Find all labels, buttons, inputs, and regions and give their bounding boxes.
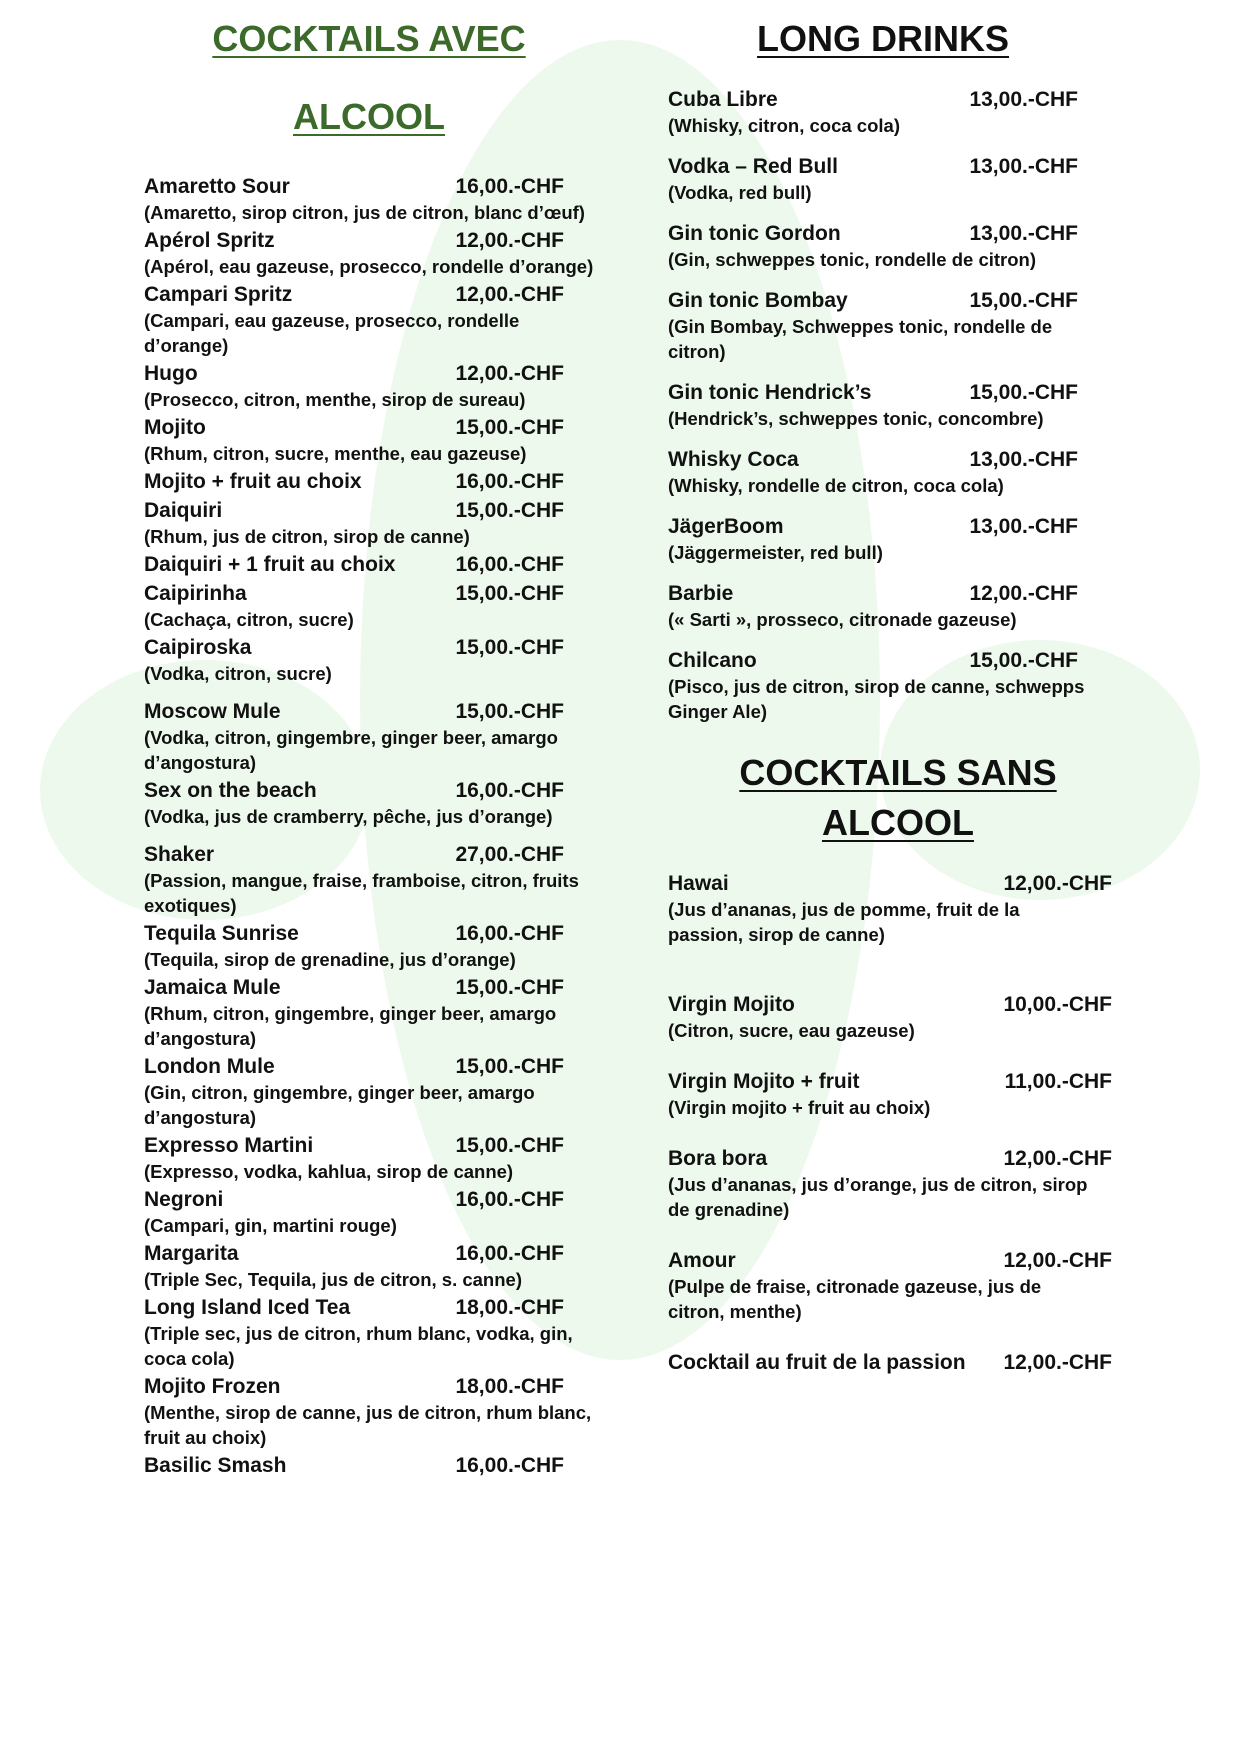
item-description: (Vodka, citron, gingembre, ginger beer, amargo d’angostura) [144, 727, 558, 773]
menu-item [144, 580, 594, 632]
section-title: LONG DRINKS [757, 18, 1009, 59]
item-price: 15,00.-CHF [455, 499, 564, 522]
item-description: (« Sarti », prosseco, citronade gazeuse) [668, 609, 1017, 630]
item-description: (Whisky, citron, coca cola) [668, 115, 900, 136]
item-price: 15,00.-CHF [969, 289, 1078, 312]
item-price: 13,00.-CHF [969, 155, 1078, 178]
item-name: Margarita [144, 1242, 239, 1265]
item-name: Gin tonic Bombay [668, 289, 848, 312]
item-description: (Gin, citron, gingembre, ginger beer, amargo d’angostura) [144, 1082, 535, 1128]
item-price: 13,00.-CHF [969, 448, 1078, 471]
item-price: 15,00.-CHF [455, 1055, 564, 1078]
item-name: JägerBoom [668, 515, 784, 538]
menu-item [668, 991, 1112, 1043]
item-description: (Campari, gin, martini rouge) [144, 1215, 397, 1236]
item-price: 15,00.-CHF [455, 1134, 564, 1157]
menu-item [668, 153, 1098, 205]
item-description: (Amaretto, sirop citron, jus de citron, blanc d’œuf) [144, 202, 585, 223]
section-title: COCKTAILS SANS ALCOOL [739, 752, 1057, 843]
item-name: Mojito + fruit au choix [144, 470, 362, 493]
item-name: Whisky Coca [668, 448, 799, 471]
menu-item [144, 1452, 594, 1479]
item-price: 12,00.-CHF [969, 582, 1078, 605]
item-name: Amaretto Sour [144, 175, 290, 198]
item-price: 16,00.-CHF [455, 1454, 564, 1477]
item-name: Mojito Frozen [144, 1375, 281, 1398]
item-name: Gin tonic Gordon [668, 222, 841, 245]
menu-item [668, 1068, 1112, 1120]
menu-item [144, 1186, 594, 1238]
item-price: 15,00.-CHF [969, 381, 1078, 404]
item-name: Daiquiri [144, 499, 223, 522]
item-description: (Jus d’ananas, jus de pomme, fruit de la passion, sirop de canne) [668, 899, 1020, 945]
item-price: 15,00.-CHF [969, 649, 1078, 672]
item-price: 12,00.-CHF [455, 229, 564, 252]
menu-list [144, 173, 594, 1479]
item-name: Basilic Smash [144, 1454, 287, 1477]
item-description: (Passion, mangue, fraise, framboise, citron, fruits exotiques) [144, 870, 579, 916]
item-name: Barbie [668, 582, 734, 605]
item-name: Moscow Mule [144, 700, 281, 723]
item-name: Expresso Martini [144, 1134, 314, 1157]
item-price: 18,00.-CHF [455, 1296, 564, 1319]
item-price: 16,00.-CHF [455, 470, 564, 493]
item-description: (Campari, eau gazeuse, prosecco, rondelle d’orange) [144, 310, 520, 356]
menu-list [668, 870, 1112, 1376]
menu-item [668, 287, 1098, 364]
menu-item [668, 647, 1098, 724]
item-description: (Whisky, rondelle de citron, coca cola) [668, 475, 1004, 496]
item-description: (Citron, sucre, eau gazeuse) [668, 1020, 915, 1041]
menu-item [144, 414, 594, 466]
item-name: Cocktail au fruit de la passion [668, 1351, 966, 1374]
item-description: (Jäggermeister, red bull) [668, 542, 883, 563]
item-price: 13,00.-CHF [969, 88, 1078, 111]
menu-item [144, 1240, 594, 1292]
item-name: Virgin Mojito + fruit [668, 1070, 860, 1093]
menu-item [668, 86, 1098, 138]
item-name: Long Island Iced Tea [144, 1296, 351, 1319]
item-price: 13,00.-CHF [969, 515, 1078, 538]
item-description: (Jus d’ananas, jus d’orange, jus de citron, sirop de grenadine) [668, 1174, 1088, 1220]
menu-item [144, 841, 594, 918]
menu-item [144, 227, 594, 279]
item-price: 12,00.-CHF [1003, 1351, 1112, 1374]
item-price: 16,00.-CHF [455, 553, 564, 576]
item-name: Shaker [144, 843, 215, 866]
item-name: Chilcano [668, 649, 757, 672]
menu-item [144, 281, 594, 358]
item-name: Caipirinha [144, 582, 247, 605]
item-price: 11,00.-CHF [1004, 1070, 1112, 1093]
item-description: (Expresso, vodka, kahlua, sirop de canne) [144, 1161, 514, 1182]
item-name: London Mule [144, 1055, 275, 1078]
item-description: (Vodka, jus de cramberry, pêche, jus d’orange) [144, 806, 553, 827]
item-name: Daiquiri + 1 fruit au choix [144, 553, 396, 576]
menu-item [668, 1247, 1112, 1324]
item-name: Jamaica Mule [144, 976, 281, 999]
item-price: 27,00.-CHF [455, 843, 564, 866]
menu-item [144, 1373, 594, 1450]
item-description: (Virgin mojito + fruit au choix) [668, 1097, 931, 1118]
item-description: (Menthe, sirop de canne, jus de citron, rhum blanc, fruit au choix) [144, 1402, 592, 1448]
menu-item [668, 446, 1098, 498]
item-name: Campari Spritz [144, 283, 293, 306]
item-price: 16,00.-CHF [455, 175, 564, 198]
menu-item [144, 920, 594, 972]
item-name: Hugo [144, 362, 198, 385]
left-column [144, 14, 594, 1481]
menu-item [668, 379, 1098, 431]
menu-item [144, 777, 594, 829]
item-price: 12,00.-CHF [1003, 1249, 1112, 1272]
right-column [668, 14, 1112, 1401]
item-price: 16,00.-CHF [455, 1188, 564, 1211]
item-name: Hawai [668, 872, 729, 895]
item-price: 12,00.-CHF [1003, 872, 1112, 895]
item-description: (Cachaça, citron, sucre) [144, 609, 354, 630]
item-price: 15,00.-CHF [455, 636, 564, 659]
menu-item [144, 173, 594, 225]
item-price: 18,00.-CHF [455, 1375, 564, 1398]
menu-item [144, 551, 594, 578]
menu-item [144, 698, 594, 775]
menu-item [668, 513, 1098, 565]
item-description: (Triple sec, jus de citron, rhum blanc, vodka, gin, coca cola) [144, 1323, 573, 1369]
menu-item [144, 1132, 594, 1184]
item-name: Tequila Sunrise [144, 922, 299, 945]
item-description: (Gin, schweppes tonic, rondelle de citron) [668, 249, 1036, 270]
item-name: Apérol Spritz [144, 229, 275, 252]
item-price: 15,00.-CHF [455, 976, 564, 999]
item-price: 12,00.-CHF [1003, 1147, 1112, 1170]
item-price: 12,00.-CHF [455, 362, 564, 385]
menu-item [144, 468, 594, 495]
menu-item [668, 1145, 1112, 1222]
menu-item [668, 220, 1098, 272]
menu-item [144, 497, 594, 549]
item-price: 16,00.-CHF [455, 922, 564, 945]
section-title: COCKTAILS AVEC [212, 18, 526, 59]
item-description: (Apérol, eau gazeuse, prosecco, rondelle d’orange) [144, 256, 594, 277]
menu-item [144, 360, 594, 412]
item-name: Sex on the beach [144, 779, 317, 802]
item-price: 13,00.-CHF [969, 222, 1078, 245]
menu-item [668, 1349, 1112, 1376]
item-description: (Vodka, red bull) [668, 182, 812, 203]
item-price: 10,00.-CHF [1003, 993, 1112, 1016]
menu-list [668, 86, 1098, 724]
item-description: (Pisco, jus de citron, sirop de canne, schwepps Ginger Ale) [668, 676, 1085, 722]
item-price: 15,00.-CHF [455, 700, 564, 723]
item-price: 12,00.-CHF [455, 283, 564, 306]
item-name: Cuba Libre [668, 88, 778, 111]
item-description: (Pulpe de fraise, citronade gazeuse, jus de citron, menthe) [668, 1276, 1042, 1322]
menu-item [668, 870, 1112, 947]
item-price: 16,00.-CHF [455, 1242, 564, 1265]
section-title: ALCOOL [293, 96, 445, 137]
item-price: 16,00.-CHF [455, 779, 564, 802]
item-description: (Rhum, citron, sucre, menthe, eau gazeuse) [144, 443, 527, 464]
item-price: 15,00.-CHF [455, 416, 564, 439]
item-description: (Triple Sec, Tequila, jus de citron, s. canne) [144, 1269, 522, 1290]
item-name: Amour [668, 1249, 736, 1272]
item-price: 15,00.-CHF [455, 582, 564, 605]
item-description: (Vodka, citron, sucre) [144, 663, 332, 684]
item-name: Mojito [144, 416, 206, 439]
item-description: (Hendrick’s, schweppes tonic, concombre) [668, 408, 1044, 429]
menu-item [144, 974, 594, 1051]
menu-item [144, 1294, 594, 1371]
item-name: Bora bora [668, 1147, 768, 1170]
item-name: Gin tonic Hendrick’s [668, 381, 872, 404]
item-name: Negroni [144, 1188, 224, 1211]
item-description: (Tequila, sirop de grenadine, jus d’orange) [144, 949, 516, 970]
item-description: (Prosecco, citron, menthe, sirop de sureau) [144, 389, 526, 410]
menu-item [144, 634, 594, 686]
item-description: (Rhum, jus de citron, sirop de canne) [144, 526, 470, 547]
item-description: (Gin Bombay, Schweppes tonic, rondelle de citron) [668, 316, 1053, 362]
menu-item [668, 580, 1098, 632]
item-name: Virgin Mojito [668, 993, 795, 1016]
item-description: (Rhum, citron, gingembre, ginger beer, amargo d’angostura) [144, 1003, 557, 1049]
item-name: Vodka – Red Bull [668, 155, 838, 178]
menu-item [144, 1053, 594, 1130]
item-name: Caipiroska [144, 636, 252, 659]
